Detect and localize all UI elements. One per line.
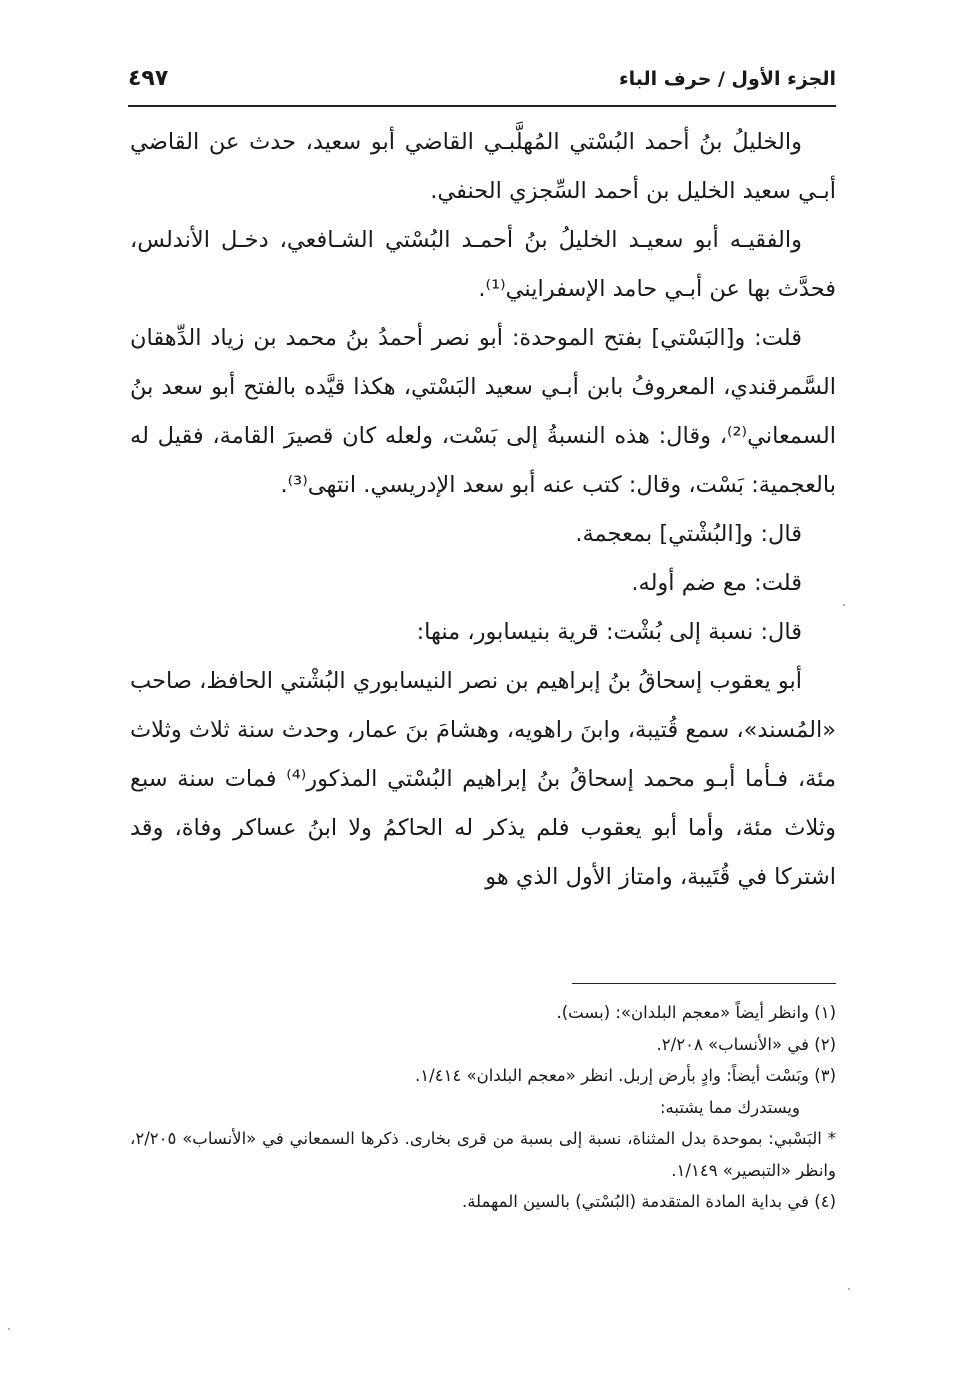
header-title: الجزء الأول / حرف الباء [618, 68, 836, 90]
footnote: ويستدرك مما يشتبه: [659, 1097, 800, 1117]
footnote: (٢) في «الأنساب» ٢/٢٠٨. [656, 1034, 836, 1054]
footnote: (٤) في بداية المادة المتقدمة (البُسْتي) بالسين المهملة. [461, 1192, 836, 1211]
running-header [128, 62, 836, 102]
page-number: ٤٩٧ [128, 66, 169, 91]
paragraph: قلت: مع ضم أوله. [631, 570, 802, 596]
footnote: * البَسْبي: بموحدة بدل المثناة، نسبة إلى بسبة من قرى بخارى. ذكرها السمعاني في «الأنساب» ٢/٢٠٥، وانظر «التبصير» ١/١٤٩. [130, 1129, 836, 1180]
footnotes [130, 997, 836, 1218]
main-text [130, 118, 836, 902]
scan-speck [848, 1288, 850, 1290]
paragraph: والخليلُ بنُ أحمد البُسْتي المُهلَّبـي القاضي أبو سعيد، حدث عن القاضي أبـي سعيد الخليل بن أحمد السِّجزي الحنفي. [130, 129, 836, 204]
paragraph: قال: و[البُشْتي] بمعجمة. [575, 521, 802, 547]
paragraph: قال: نسبة إلى بُشْت: قرية بنيسابور، منها: [416, 619, 802, 645]
scan-speck [8, 1328, 10, 1330]
header-divider [128, 105, 836, 107]
paragraph: أبو يعقوب إسحاقُ بنُ إبراهيم بن نصر النيسابوري البُشْتي الحافظ، صاحب «المُسند»، سمع قُتيبة، وابنَ راهويه، وهشامَ بنَ عمار، وحدث سنة ثلاث وثلاث مئة، فـأما أبـو محمد إسحاقُ بنُ إبراهيم البُسْتي المذكور⁽⁴⁾ فمات سنة سبع وثلاث مئة، وأما أبو يعقوب فلم يذكر له الحاكمُ ولا ابنُ عساكر وفاة، وقد اشتركا في قُتَيبة، وامتاز الأول الذي هو [130, 668, 837, 890]
paragraph: قلت: و[البَسْتي] بفتح الموحدة: أبو نصر أحمدُ بنُ محمد بن زياد الدِّهقان السَّمرقندي، المعروفُ بابن أبـي سعيد البَسْتي، هكذا قيَّده بالفتح أبو سعد بنُ السمعاني⁽²⁾، وقال: هذه النسبةُ إلى بَسْت، ولعله كان قصيرَ القامة، فقيل له بالعجمية: بَسْت، وقال: كتب عنه أبو سعد الإدريسي. انتهى⁽³⁾. [130, 325, 836, 498]
footnote: (١) وانظر أيضاً «معجم البلدان»: (بست). [556, 1003, 836, 1022]
footnote: (٣) وبَسْت أيضاً: وادٍ بأرض إربل. انظر «معجم البلدان» ١/٤١٤. [415, 1066, 836, 1085]
footnote-divider [572, 983, 836, 984]
paragraph: والفقيـه أبو سعيـد الخليلُ بنُ أحمـد البُسْتي الشـافعي، دخـل الأندلس، فحدَّث بها عن أبـي حامد الإسفرايني⁽¹⁾. [130, 227, 836, 302]
scan-speck [843, 604, 845, 606]
